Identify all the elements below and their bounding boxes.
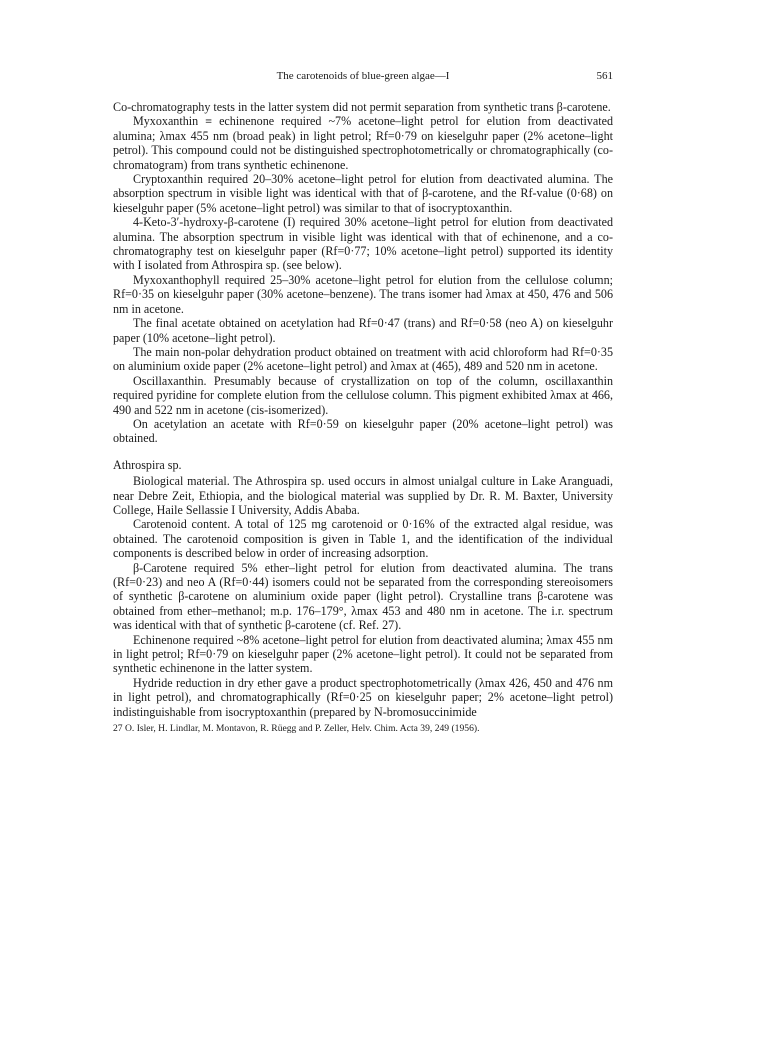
paragraph: β-Carotene required 5% ether–light petrol for elution from deactivated alumina. The trans (Rf=0·23) and neo A (Rf=0·44) isomers could not be separated from the corresponding stereoisomers of synthetic β-carotene on aluminium oxide paper (light petrol). Crystalline trans β-carotene was obtained from ether–methanol; m.p. 176–179°, λmax 453 and 480 nm in acetone. The i.r. spectrum was identical with that of synthetic β-carotene (cf. Ref. 27). — [113, 560, 613, 633]
section-heading: Athrospira sp. — [113, 457, 182, 472]
running-head — [113, 68, 613, 86]
paper-page — [113, 68, 613, 735]
paragraph: Oscillaxanthin. Presumably because of crystallization on top of the column, oscillaxanthin required pyridine for complete elution from the cellulose column. This pigment exhibited λmax at 466, 490 and 522 nm in acetone (cis-isomerized). — [113, 373, 613, 417]
paragraph: The final acetate obtained on acetylation had Rf=0·47 (trans) and Rf=0·58 (neo A) on kieselguhr paper (10% acetone–light petrol). — [113, 316, 613, 345]
footnote: 27 O. Isler, H. Lindlar, M. Montavon, R. Rüegg and P. Zeller, Helv. Chim. Acta 39, 249 (1956). — [113, 723, 480, 735]
paragraph: Co-chromatography tests in the latter system did not permit separation from synthetic trans β-carotene. — [113, 100, 611, 114]
paragraph: Carotenoid content. A total of 125 mg carotenoid or 0·16% of the extracted algal residue, was obtained. The carotenoid composition is given in Table 1, and the identification of the individual components is described below in order of increasing adsorption. — [113, 517, 613, 561]
paragraph: Myxoxanthophyll required 25–30% acetone–light petrol for elution from the cellulose column; Rf=0·35 on kieselguhr paper (30% acetone–benzene). The trans isomer had λmax at 450, 476 and 506 nm in acetone. — [113, 272, 613, 316]
paragraph: Myxoxanthin ≡ echinenone required ~7% acetone–light petrol for elution from deactivated alumina; λmax 455 nm (broad peak) in light petrol; Rf=0·79 on kieselguhr paper (2% acetone–light petrol). This compound could not be distinguished spectrophotometrically or chromatographically (co-chromatogram) from trans synthetic echinenone. — [113, 114, 613, 172]
paragraph: Hydride reduction in dry ether gave a product spectrophotometrically (λmax 426, 450 and 476 nm in light petrol), and chromatographically (Rf=0·25 on kieselguhr paper; 2% acetone–light petrol) indistinguishable from isocryptoxanthin (prepared by N-bromosuccinimide — [113, 675, 613, 719]
paragraph: Echinenone required ~8% acetone–light petrol for elution from deactivated alumina; λmax 455 nm in light petrol; Rf=0·79 on kieselguhr paper (2% acetone–light petrol). It could not be separated from synthetic echinenone in the latter system. — [113, 632, 613, 676]
paragraph: Biological material. The Athrospira sp. used occurs in almost unialgal culture in Lake Aranguadi, near Debre Zeit, Ethiopia, and the biological material was supplied by Dr. R. M. Baxter, University College, Haile Sellassie I University, Addis Ababa. — [113, 474, 613, 517]
paragraph: Cryptoxanthin required 20–30% acetone–light petrol for elution from deactivated alumina. The absorption spectrum in visible light was identical with that of β-carotene, and the Rf-value (0·68) on kieselguhr paper (5% acetone–light petrol) was similar to that of isocryptoxanthin. — [113, 172, 613, 215]
body-text — [113, 100, 613, 735]
page-number: 561 — [596, 70, 613, 82]
paragraph: On acetylation an acetate with Rf=0·59 on kieselguhr paper (20% acetone–light petrol) was obtained. — [113, 416, 613, 446]
paragraph: The main non-polar dehydration product obtained on treatment with acid chloroform had Rf=0·35 on aluminium oxide paper (2% acetone–light petrol) and λmax at (465), 489 and 520 nm in acetone. — [113, 344, 613, 374]
running-title: The carotenoids of blue-green algae—I — [276, 70, 450, 82]
paragraph: 4-Keto-3′-hydroxy-β-carotene (I) required 30% acetone–light petrol for elution from deactivated alumina. The absorption spectrum in visible light was identical with that of echinenone, and a co-chromatography test on kieselguhr paper (Rf=0·77; 10% acetone–light petrol) supported its identity with I isolated from Athrospira sp. (see below). — [113, 215, 613, 273]
